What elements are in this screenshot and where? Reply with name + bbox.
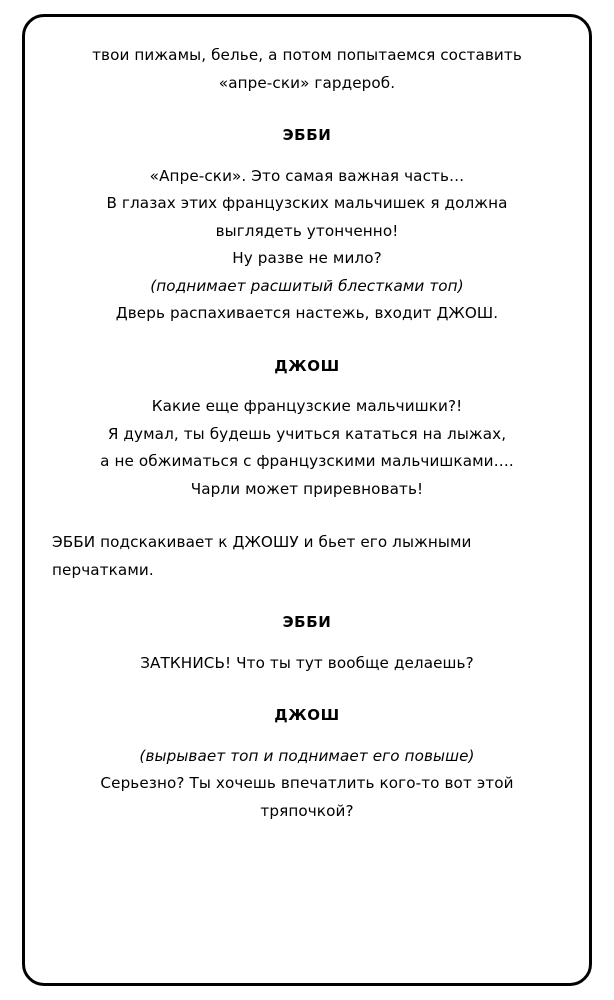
character-cue: ДЖОШ — [274, 706, 340, 724]
spacer — [52, 730, 562, 743]
dialogue-line: «апре-ски» гардероб. — [218, 73, 396, 92]
spacer — [52, 97, 562, 122]
spacer — [52, 677, 562, 702]
dialogue-line: В глазах этих французских мальчишек я должна — [106, 194, 508, 212]
dialogue-line: твои пижамы, белье, а потом попытаемся составить — [92, 46, 522, 64]
parenthetical-line: (поднимает расшитый блестками топ) — [150, 276, 464, 295]
action-line: Дверь распахивается настежь, входит ДЖОШ. — [115, 304, 499, 322]
dialogue-line: тряпочкой? — [260, 801, 354, 820]
dialogue-line: Серьезно? Ты хочешь впечатлить кого-то вот этой — [100, 774, 514, 792]
spacer — [52, 380, 562, 393]
dialogue-line: Какие еще французские мальчишки?! — [151, 397, 463, 415]
dialogue-block — [52, 42, 562, 97]
parenthetical-line: (вырывает топ и поднимает его повыше) — [139, 746, 475, 765]
spacer — [52, 150, 562, 163]
character-cue: ЭББИ — [282, 613, 332, 631]
spacer — [52, 503, 562, 529]
spacer — [52, 328, 562, 353]
dialogue-block — [52, 393, 562, 503]
dialogue-line: «Апре-ски». Это самая важная часть… — [149, 166, 465, 185]
spacer — [52, 637, 562, 650]
dialogue-line: Чарли может приревновать! — [190, 479, 424, 498]
action-line: ЭББИ подскакивает к ДЖОШУ и бьет его лыжными — [52, 533, 472, 551]
dialogue-line: а не обжиматься с французскими мальчишками…. — [100, 452, 514, 470]
dialogue-line: Ну разве не мило? — [232, 249, 382, 267]
character-cue: ДЖОШ — [274, 356, 340, 375]
spacer — [52, 584, 562, 609]
dialogue-line: ЗАТКНИСЬ! Что ты тут вообще делаешь? — [140, 653, 474, 672]
dialogue-block — [52, 163, 562, 273]
action-block — [52, 529, 562, 584]
dialogue-line: Я думал, ты будешь учиться кататься на лыжах, — [107, 424, 507, 443]
script-text-body — [52, 42, 562, 825]
dialogue-line: выглядеть утонченно! — [215, 221, 399, 240]
dialogue-block — [52, 770, 562, 825]
character-cue: ЭББИ — [282, 126, 332, 144]
action-line: перчатками. — [52, 560, 154, 579]
